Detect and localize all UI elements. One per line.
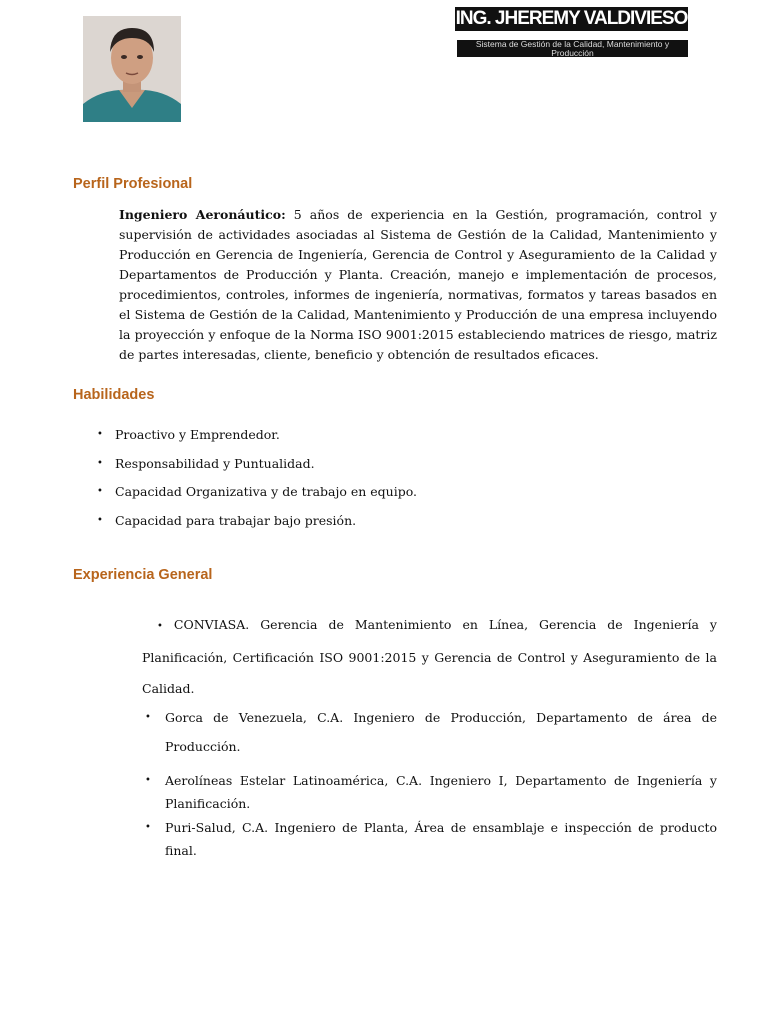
subtitle-banner: Sistema de Gestión de la Calidad, Mantenimiento y Producción [457, 40, 688, 57]
bullet-icon: • [145, 712, 151, 723]
skill-item: • Proactivo y Emprendedor. [97, 426, 417, 455]
profile-photo [83, 16, 181, 122]
bullet-icon: • [145, 822, 151, 833]
skill-item: • Capacidad para trabajar bajo presión. [97, 512, 417, 541]
experience-item [145, 816, 717, 862]
skill-item: • Capacidad Organizativa y de trabajo en equipo. [97, 483, 417, 512]
experience-item [145, 769, 717, 815]
profile-title: Ingeniero Aeronáutico: [119, 207, 286, 222]
skills-heading: Habilidades [73, 387, 155, 403]
experience-heading: Experiencia General [73, 567, 213, 583]
name-banner: ING. JHEREMY VALDIVIESO [455, 8, 688, 29]
bullet-icon: • [145, 775, 151, 786]
bullet-icon: • [157, 621, 163, 632]
experience-text: Gorca de Venezuela, C.A. Ingeniero de Producción, Departamento de área de Producción. [165, 710, 717, 754]
experience-text: CONVIASA. Gerencia de Mantenimiento en Línea, Gerencia de Ingeniería y Planificación, Certificación ISO 9001:2015 y Gerencia de Control y Aseguramiento de la Calidad. [142, 617, 717, 696]
experience-text: Aerolíneas Estelar Latinoamérica, C.A. Ingeniero I, Departamento de Ingeniería y Planificación. [165, 773, 717, 811]
experience-item [142, 609, 717, 704]
profile-paragraph [119, 205, 717, 365]
profile-heading: Perfil Profesional [73, 176, 193, 192]
experience-item [145, 703, 717, 761]
profile-text: 5 años de experiencia en la Gestión, programación, control y supervisión de actividades asociadas al Sistema de Gestión de la Calidad, Mantenimiento y Producción en Gerencia de Ingeniería, Gerencia de Control y Aseguramiento de la Calidad y Departamentos de Producción y Planta. Creación, manejo e implementación de procesos, procedimientos, controles, informes de ingeniería, normativas, formatos y tareas basados en el Sistema de Gestión de la Calidad, Mantenimiento y Producción de una empresa incluyendo la proyección y enfoque de la Norma ISO 9001:2015 estableciendo matrices de riesgo, matriz de partes interesadas, cliente, beneficio y obtención de resultados eficaces. [119, 207, 717, 362]
experience-text: Puri-Salud, C.A. Ingeniero de Planta, Área de ensamblaje e inspección de producto final. [165, 820, 717, 858]
skills-list [97, 426, 417, 540]
skill-item: • Responsabilidad y Puntualidad. [97, 455, 417, 484]
